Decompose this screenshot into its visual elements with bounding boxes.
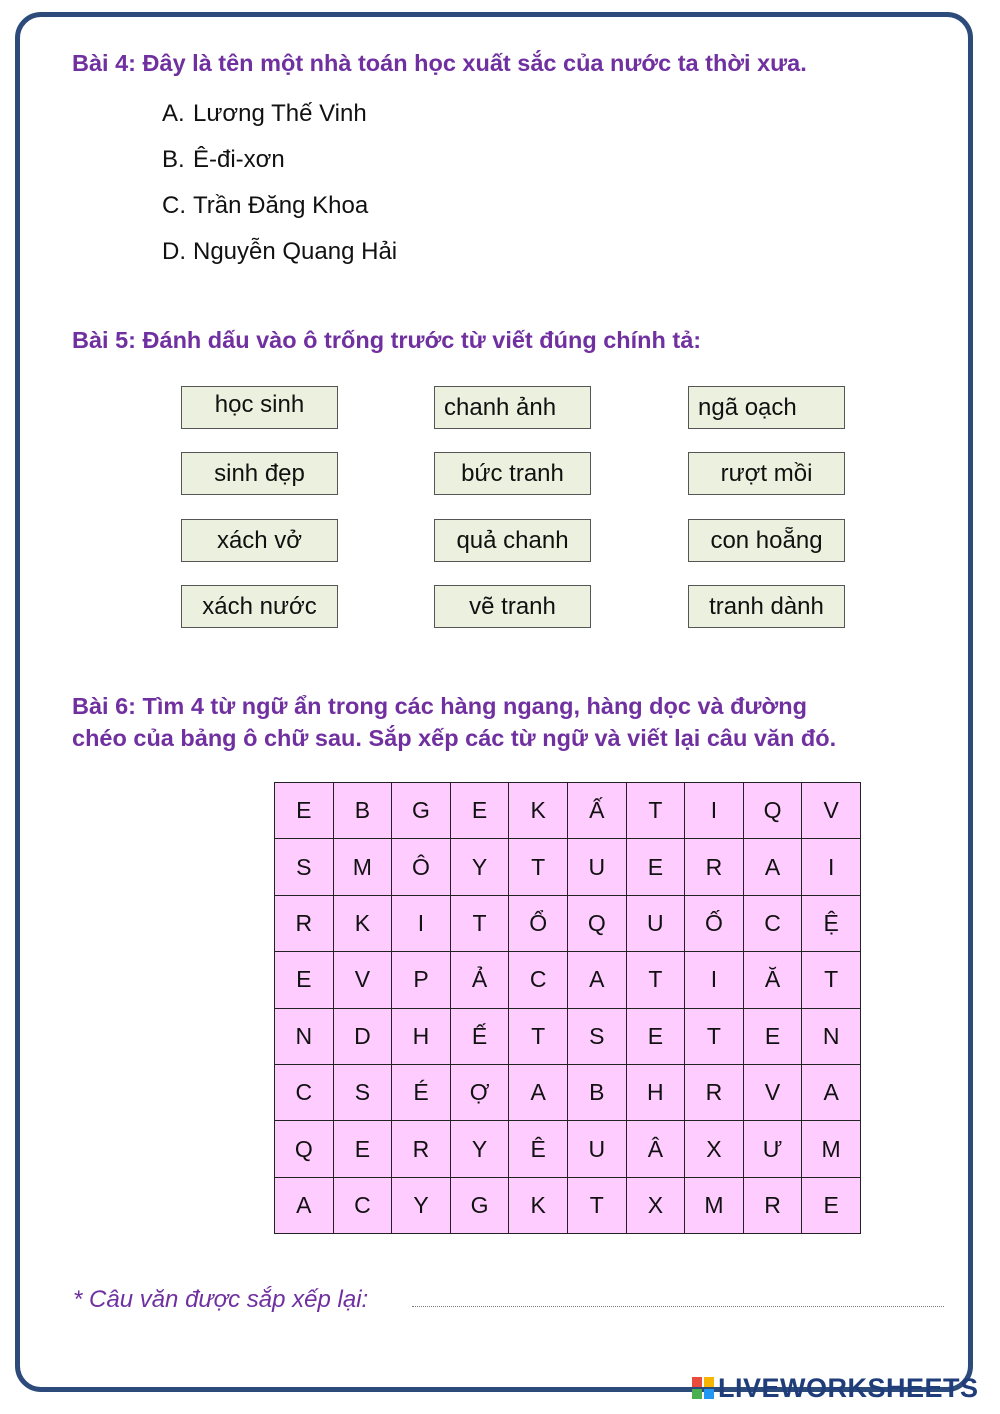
bai6-heading-line1: Bài 6: Tìm 4 từ ngữ ẩn trong các hàng ngang, hàng dọc và đường: [72, 693, 807, 719]
option-a[interactable]: [162, 100, 367, 128]
grid-cell[interactable]: K: [333, 895, 392, 951]
grid-cell[interactable]: I: [392, 895, 451, 951]
word-box[interactable]: ngã oạch: [688, 386, 845, 429]
grid-cell[interactable]: A: [567, 952, 626, 1008]
grid-cell[interactable]: C: [743, 895, 802, 951]
grid-cell[interactable]: Y: [450, 839, 509, 895]
grid-cell[interactable]: N: [275, 1008, 334, 1064]
bai5-heading: Bài 5: Đánh dấu vào ô trống trước từ viết đúng chính tả:: [72, 327, 702, 353]
grid-cell[interactable]: S: [275, 839, 334, 895]
grid-cell[interactable]: Ấ: [567, 783, 626, 839]
word-box[interactable]: quả chanh: [434, 519, 591, 562]
option-letter: D.: [162, 238, 186, 265]
grid-cell[interactable]: Ợ: [450, 1064, 509, 1120]
grid-cell[interactable]: G: [450, 1177, 509, 1233]
option-text: Trần Đăng Khoa: [193, 192, 369, 219]
grid-cell[interactable]: É: [392, 1064, 451, 1120]
option-letter: A.: [162, 100, 185, 127]
grid-cell[interactable]: Ê: [509, 1121, 568, 1177]
word-box[interactable]: bức tranh: [434, 452, 591, 495]
grid-cell[interactable]: T: [509, 1008, 568, 1064]
grid-cell[interactable]: E: [450, 783, 509, 839]
grid-cell[interactable]: Ệ: [802, 895, 861, 951]
word-box[interactable]: tranh dành: [688, 585, 845, 628]
word-box[interactable]: chanh ảnh: [434, 386, 591, 429]
grid-cell[interactable]: R: [685, 839, 744, 895]
option-text: Nguyễn Quang Hải: [193, 238, 398, 265]
grid-cell[interactable]: E: [626, 839, 685, 895]
grid-cell[interactable]: A: [743, 839, 802, 895]
grid-cell[interactable]: Ă: [743, 952, 802, 1008]
grid-cell[interactable]: C: [333, 1177, 392, 1233]
grid-cell[interactable]: Y: [450, 1121, 509, 1177]
grid-cell[interactable]: I: [685, 952, 744, 1008]
grid-cell[interactable]: Ổ: [509, 895, 568, 951]
grid-cell[interactable]: S: [567, 1008, 626, 1064]
word-box[interactable]: con hoẵng: [688, 519, 845, 562]
grid-cell[interactable]: T: [802, 952, 861, 1008]
brand-name: LIVEWORKSHEETS: [718, 1372, 979, 1403]
grid-row: [275, 783, 861, 839]
grid-cell[interactable]: R: [743, 1177, 802, 1233]
grid-cell[interactable]: N: [802, 1008, 861, 1064]
grid-cell[interactable]: R: [392, 1121, 451, 1177]
word-box[interactable]: vẽ tranh: [434, 585, 591, 628]
grid-cell[interactable]: G: [392, 783, 451, 839]
grid-cell[interactable]: K: [509, 1177, 568, 1233]
grid-cell[interactable]: E: [626, 1008, 685, 1064]
option-text: Ê-đi-xơn: [193, 146, 285, 173]
grid-cell[interactable]: A: [802, 1064, 861, 1120]
grid-cell[interactable]: A: [275, 1177, 334, 1233]
grid-cell[interactable]: E: [275, 952, 334, 1008]
grid-cell[interactable]: Ế: [450, 1008, 509, 1064]
word-box[interactable]: rượt mồi: [688, 452, 845, 495]
grid-cell[interactable]: V: [802, 783, 861, 839]
grid-cell[interactable]: Q: [275, 1121, 334, 1177]
option-b[interactable]: [162, 146, 285, 174]
grid-cell[interactable]: P: [392, 952, 451, 1008]
grid-cell[interactable]: K: [509, 783, 568, 839]
grid-cell[interactable]: T: [509, 839, 568, 895]
grid-cell[interactable]: U: [626, 895, 685, 951]
bai6-heading-line2: chéo của bảng ô chữ sau. Sắp xếp các từ ngữ và viết lại câu văn đó.: [72, 725, 837, 751]
grid-cell[interactable]: E: [333, 1121, 392, 1177]
option-c[interactable]: [162, 192, 368, 220]
grid-cell[interactable]: I: [802, 839, 861, 895]
grid-cell[interactable]: S: [333, 1064, 392, 1120]
grid-cell[interactable]: X: [626, 1177, 685, 1233]
brand-logo: [692, 1373, 979, 1403]
answer-label: * Câu văn được sắp xếp lại:: [73, 1286, 369, 1313]
grid-cell[interactable]: E: [275, 783, 334, 839]
word-box[interactable]: xách nước: [181, 585, 338, 628]
grid-cell[interactable]: Ả: [450, 952, 509, 1008]
grid-cell[interactable]: T: [626, 952, 685, 1008]
grid-cell[interactable]: Ư: [743, 1121, 802, 1177]
grid-row: [275, 1008, 861, 1064]
grid-cell[interactable]: V: [333, 952, 392, 1008]
word-box[interactable]: sinh đẹp: [181, 452, 338, 495]
option-letter: B.: [162, 146, 185, 173]
grid-cell[interactable]: V: [743, 1064, 802, 1120]
option-letter: C.: [162, 192, 186, 219]
grid-cell[interactable]: I: [685, 783, 744, 839]
grid-cell[interactable]: E: [802, 1177, 861, 1233]
grid-cell[interactable]: D: [333, 1008, 392, 1064]
grid-cell[interactable]: M: [802, 1121, 861, 1177]
grid-cell[interactable]: T: [626, 783, 685, 839]
grid-row: [275, 895, 861, 951]
grid-cell[interactable]: T: [685, 1008, 744, 1064]
grid-cell[interactable]: E: [743, 1008, 802, 1064]
grid-cell[interactable]: Y: [392, 1177, 451, 1233]
grid-cell[interactable]: M: [333, 839, 392, 895]
grid-cell[interactable]: U: [567, 839, 626, 895]
grid-cell[interactable]: X: [685, 1121, 744, 1177]
grid-cell[interactable]: Q: [743, 783, 802, 839]
answer-line[interactable]: [412, 1306, 944, 1307]
option-d[interactable]: [162, 238, 397, 266]
grid-cell[interactable]: B: [333, 783, 392, 839]
logo-icon: [692, 1377, 714, 1399]
grid-cell[interactable]: Ô: [392, 839, 451, 895]
grid-row: [275, 1177, 861, 1233]
letter-grid: [274, 782, 861, 1234]
grid-row: [275, 1064, 861, 1120]
grid-cell[interactable]: C: [509, 952, 568, 1008]
grid-cell[interactable]: C: [275, 1064, 334, 1120]
grid-cell[interactable]: U: [567, 1121, 626, 1177]
grid-cell[interactable]: H: [392, 1008, 451, 1064]
grid-cell[interactable]: R: [275, 895, 334, 951]
grid-cell[interactable]: H: [626, 1064, 685, 1120]
grid-row: [275, 952, 861, 1008]
grid-row: [275, 839, 861, 895]
grid-cell[interactable]: T: [450, 895, 509, 951]
bai4-heading: Bài 4: Đây là tên một nhà toán học xuất sắc của nước ta thời xưa.: [72, 50, 807, 76]
grid-cell[interactable]: R: [685, 1064, 744, 1120]
grid-cell[interactable]: T: [567, 1177, 626, 1233]
word-box[interactable]: học sinh: [181, 386, 338, 429]
grid-cell[interactable]: A: [509, 1064, 568, 1120]
grid-cell[interactable]: M: [685, 1177, 744, 1233]
grid-cell[interactable]: Â: [626, 1121, 685, 1177]
grid-cell[interactable]: B: [567, 1064, 626, 1120]
grid-row: [275, 1121, 861, 1177]
grid-cell[interactable]: Ố: [685, 895, 744, 951]
option-text: Lương Thế Vinh: [193, 100, 367, 127]
grid-cell[interactable]: Q: [567, 895, 626, 951]
word-box[interactable]: xách vở: [181, 519, 338, 562]
